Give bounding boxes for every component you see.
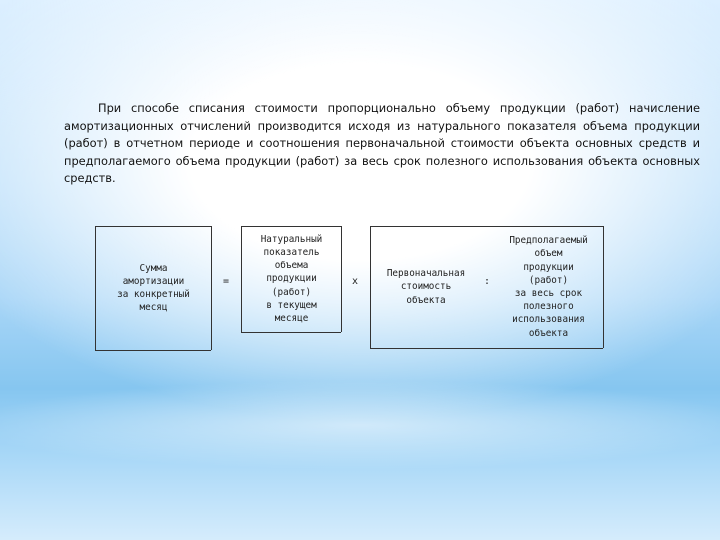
natural-line-4: продукции [266,273,317,285]
expected-volume-line-7: использования [512,314,585,326]
expected-volume-line-6: полезного [523,301,574,313]
expected-volume-line-8: объекта [528,327,569,339]
box-result-right [211,226,212,350]
natural-line-1: Натуральный [260,233,323,245]
divide-sign: : [484,276,491,287]
multiply-sign: x [352,276,359,287]
initial-cost-line-1: Первоначальная [386,268,466,280]
box-natural-right [341,226,342,332]
box-result-bottom [95,350,211,351]
initial-cost-cell [371,226,481,348]
expected-volume-line-5: за весь срок [514,288,583,299]
box-ratio-right [603,226,604,348]
result-line-1: Сумма [139,262,168,274]
natural-line-7: месяце [274,313,309,324]
natural-line-3: объема [274,260,309,272]
expected-volume-line-4: (работ) [528,274,569,286]
result-line-2: амортизации [122,275,185,287]
expected-volume-line-1: Предполагаемый [509,235,588,247]
expected-volume-line-3: продукции [523,261,574,273]
box-natural-bottom [241,332,341,333]
initial-cost-line-3: объекта [406,294,446,306]
expected-volume-line-2: объем [534,248,563,260]
initial-cost-line-2: стоимость [400,281,452,293]
natural-cell [242,226,341,332]
natural-line-2: показатель [263,246,320,258]
natural-line-6: в текущем [266,299,317,311]
result-line-3: за конкретный [117,289,190,300]
box-ratio-bottom [370,348,603,349]
expected-volume-cell [494,226,603,348]
result-cell [96,226,211,350]
natural-line-5: (работ) [271,286,312,298]
description-paragraph: При способе списания стоимости пропорционально объему продукции (работ) начисление амортизационных отчислений производится исходя из натурального показателя объема продукции (работ) в отчетном периоде и соотношения первоначальной стоимости объекта основных средств и предполагаемого объема продукции (работ) за весь срок полезного использования объекта основных средств. [64,101,700,185]
result-line-4: месяц [139,302,168,314]
equals-sign: = [223,276,230,287]
